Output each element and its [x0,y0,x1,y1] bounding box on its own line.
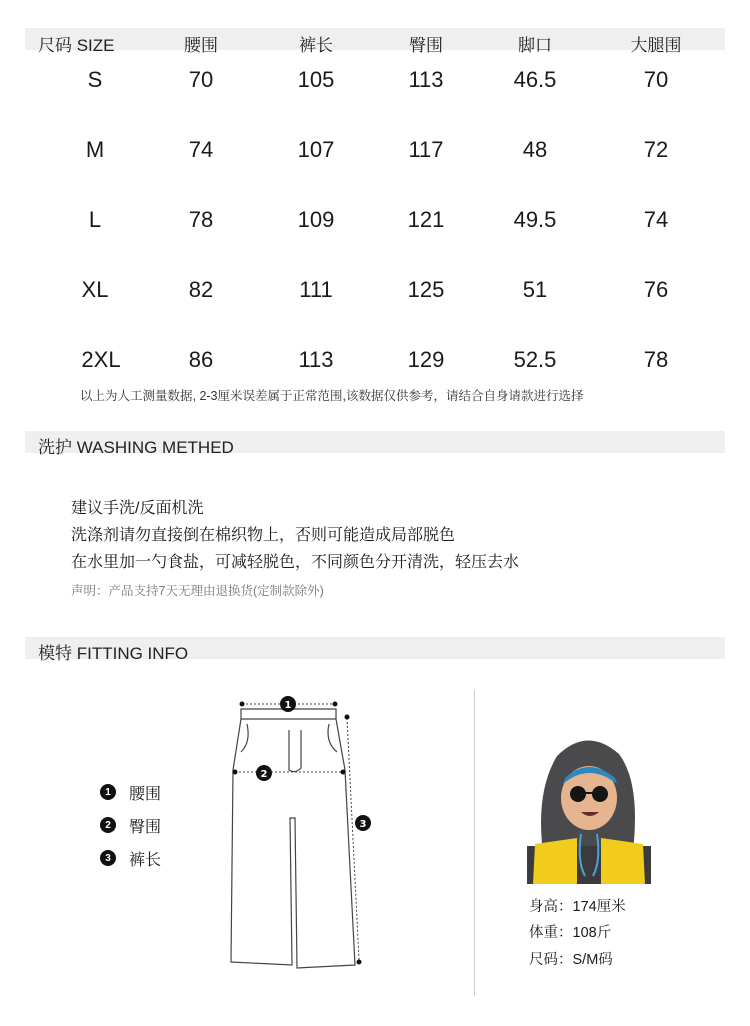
legend-number-badge: 2 [100,817,116,833]
measurement-note: 以上为人工测量数据, 2-3厘米误差属于正常范围,该数据仅供参考，请结合自身请款进行选择 [80,389,584,403]
thigh-cell: 70 [643,67,669,92]
model-height: 身高：174厘米 [529,899,626,915]
size-header-bar [25,28,725,55]
legend-item-waist [100,782,161,802]
diagram-marker-2: 2 [260,769,268,780]
leg-opening-cell: 51 [522,277,548,302]
size-cell: XL [81,277,109,302]
table-row [0,277,750,307]
hip-cell: 121 [407,207,445,232]
waist-cell: 78 [188,207,214,232]
diagram-marker-1: 1 [284,700,292,711]
leg-opening-cell: 49.5 [513,207,557,232]
waist-cell: 74 [188,137,214,162]
pants-measurement-diagram [225,690,375,980]
length-cell: 113 [298,347,334,372]
thigh-cell: 72 [643,137,669,162]
model-size: 尺码：S/M码 [529,952,613,968]
legend-label: 臀围 [129,818,162,836]
legend-number-badge: 1 [100,784,116,800]
section-divider [474,690,475,996]
length-cell: 107 [297,137,335,162]
legend-number-badge: 3 [100,850,116,866]
header-hip: 臀围 [409,36,443,55]
washing-line: 洗涤剂请勿直接倒在棉织物上，否则可能造成局部脱色 [71,527,456,544]
leg-opening-cell: 52.5 [513,347,557,372]
washing-line: 在水里加一勺食盐，可减轻脱色，不同颜色分开清洗，轻压去水 [71,554,520,571]
waist-cell: 70 [188,67,214,92]
size-cell: 2XL [81,347,121,372]
table-row [0,347,750,377]
header-thigh: 大腿围 [630,36,682,55]
washing-header-bar [25,431,725,457]
return-policy-statement: 声明：产品支持7天无理由退换货(定制款除外) [71,584,324,598]
model-weight: 体重：108斤 [529,925,612,941]
header-waist: 腰围 [184,36,218,55]
length-cell: 105 [297,67,335,92]
thigh-cell: 78 [643,347,669,372]
thigh-cell: 76 [643,277,669,302]
hip-cell: 117 [408,137,444,162]
washing-line: 建议手洗/反面机洗 [71,500,204,517]
waist-cell: 82 [188,277,214,302]
hip-cell: 113 [408,67,444,92]
fitting-title: 模特 FITTING INFO [38,644,189,663]
washing-title: 洗护 WASHING METHED [38,438,234,457]
table-row [0,137,750,167]
size-cell: L [88,207,102,232]
legend-label: 腰围 [129,785,162,803]
length-cell: 111 [299,277,333,302]
table-row [0,67,750,97]
hip-cell: 129 [407,347,445,372]
size-cell: S [87,67,103,92]
hip-cell: 125 [407,277,445,302]
header-leg-opening: 脚口 [518,36,552,55]
size-header-label: 尺码 SIZE [38,36,115,55]
thigh-cell: 74 [643,207,669,232]
diagram-marker-3: 3 [359,819,367,830]
leg-opening-cell: 46.5 [513,67,557,92]
length-cell: 109 [297,207,335,232]
header-length: 裤长 [299,36,333,55]
legend-item-length [100,848,161,868]
legend-label: 裤长 [129,851,162,869]
model-avatar [527,726,651,884]
legend-item-hip [100,815,161,835]
leg-opening-cell: 48 [522,137,548,162]
waist-cell: 86 [188,347,214,372]
fitting-header-bar [25,637,725,663]
size-cell: M [85,137,105,162]
table-row [0,207,750,237]
